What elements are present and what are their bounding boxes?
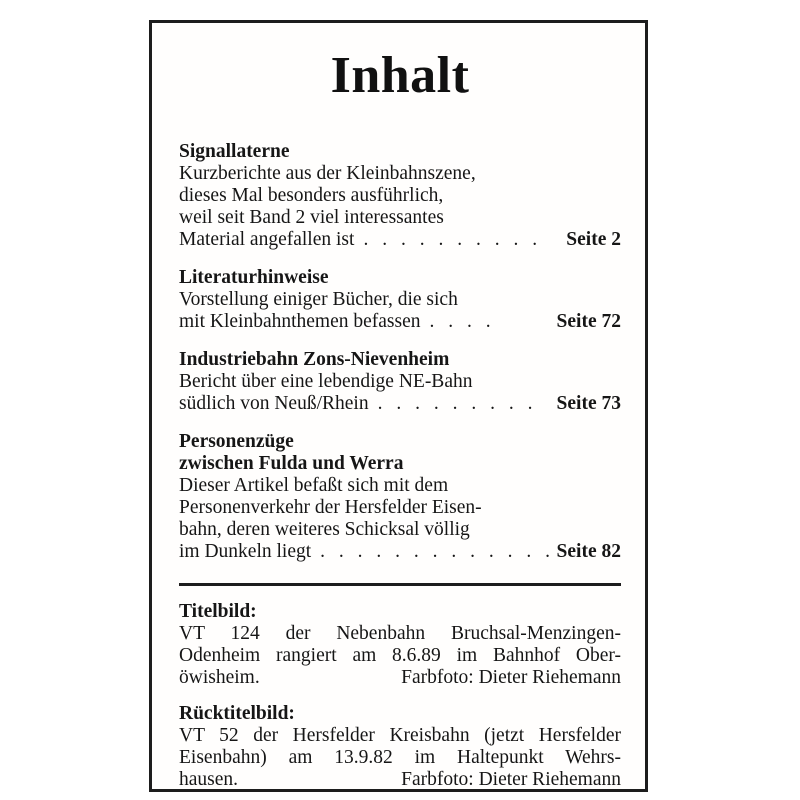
- entry-last-line: [179, 393, 621, 415]
- dot-leader: . . . . . . . . . . . . .: [320, 540, 555, 562]
- credit-last-line: [179, 667, 621, 689]
- page-content: [152, 23, 645, 791]
- credit-line: VT 124 der Nebenbahn Bruchsal-Menzingen-: [179, 622, 621, 644]
- entry-last-line: [179, 311, 621, 333]
- entry-last-line: [179, 229, 621, 251]
- toc-entry-literaturhinweise: [179, 267, 621, 333]
- page-ref: Seite 2: [566, 228, 621, 250]
- section-divider: [179, 583, 621, 586]
- entry-line-text: mit Kleinbahnthemen befassen: [179, 310, 421, 332]
- entry-line: Personenverkehr der Hersfelder Eisen-: [179, 496, 482, 518]
- entry-heading: Industriebahn Zons-Nievenheim: [179, 348, 450, 370]
- toc-entry-signallaterne: [179, 141, 621, 251]
- entry-heading-line2: zwischen Fulda und Werra: [179, 452, 404, 474]
- toc-list: [179, 141, 621, 563]
- credit-line: VT 52 der Hersfelder Kreisbahn (jetzt Hersfelder: [179, 724, 621, 746]
- entry-line: dieses Mal besonders ausführlich,: [179, 184, 444, 206]
- credit-heading: Titelbild:: [179, 600, 257, 622]
- credit-line-text: öwisheim.: [179, 666, 260, 688]
- credit-line: Odenheim rangiert am 8.6.89 im Bahnhof Ober-: [179, 644, 621, 666]
- toc-entry-personenzuege: [179, 431, 621, 563]
- entry-line-text: südlich von Neuß/Rhein: [179, 392, 369, 414]
- photo-credit: Farbfoto: Dieter Riehemann: [401, 666, 621, 688]
- toc-entry-industriebahn: [179, 349, 621, 415]
- photo-credit: Farbfoto: Dieter Riehemann: [401, 768, 621, 790]
- entry-heading: Signallaterne: [179, 140, 290, 162]
- entry-line: Vorstellung einiger Bücher, die sich: [179, 288, 458, 310]
- entry-heading: Literaturhinweise: [179, 266, 329, 288]
- credit-last-line: [179, 769, 621, 791]
- page-ref: Seite 73: [556, 392, 621, 414]
- credit-heading: Rücktitelbild:: [179, 702, 295, 724]
- entry-line: Kurzberichte aus der Kleinbahnszene,: [179, 162, 476, 184]
- page-ref: Seite 82: [556, 540, 621, 562]
- page-ref: Seite 72: [556, 310, 621, 332]
- credit-titelbild: [179, 601, 621, 689]
- entry-heading: Personenzüge: [179, 430, 294, 452]
- entry-line: Dieser Artikel befaßt sich mit dem: [179, 474, 449, 496]
- entry-last-line: [179, 541, 621, 563]
- entry-line: bahn, deren weiteres Schicksal völlig: [179, 518, 470, 540]
- entry-line-text: Material angefallen ist: [179, 228, 355, 250]
- page-frame: [149, 20, 648, 792]
- entry-line: weil seit Band 2 viel interessantes: [179, 206, 444, 228]
- credit-line: Eisenbahn) am 13.9.82 im Haltepunkt Wehrs-: [179, 746, 621, 768]
- credit-ruecktitelbild: [179, 703, 621, 791]
- credit-line-text: hausen.: [179, 768, 239, 790]
- dot-leader: . . . .: [429, 310, 496, 332]
- dot-leader: . . . . . . . . .: [377, 392, 537, 414]
- dot-leader: . . . . . . . . . .: [363, 228, 542, 250]
- entry-line-text: im Dunkeln liegt: [179, 540, 312, 562]
- entry-line: Bericht über eine lebendige NE-Bahn: [179, 370, 473, 392]
- page-title: Inhalt: [330, 47, 470, 104]
